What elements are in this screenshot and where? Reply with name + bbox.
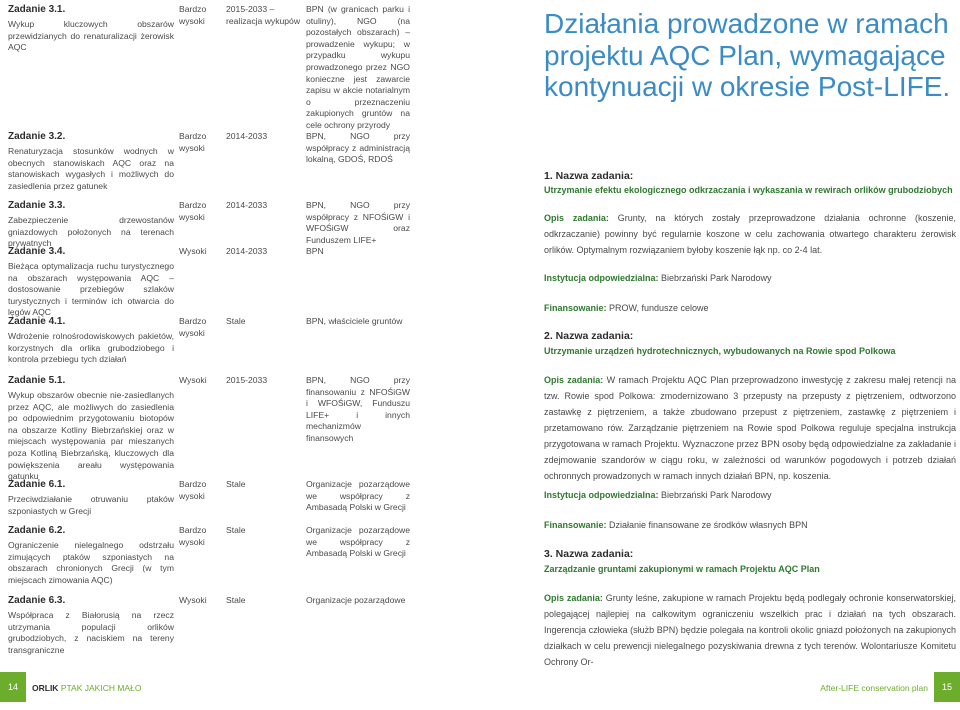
- footer-title: After-LIFE conservation plan: [820, 683, 928, 693]
- task-title: Zadanie 6.1.: [8, 479, 66, 490]
- period-cell: Stale: [226, 316, 246, 326]
- task-3-name: Zarządzanie gruntami zakupionymi w ramach Projektu AQC Plan: [544, 564, 820, 574]
- task-cell: [8, 375, 174, 483]
- task-title: Zadanie 6.3.: [8, 595, 66, 606]
- period-cell: 2015-2033 – realizacja wykupów: [226, 4, 301, 26]
- task-title: Zadanie 5.1.: [8, 375, 66, 386]
- priority-cell: Bardzo wysoki: [179, 131, 207, 153]
- task-1-institution: [544, 270, 956, 286]
- task-desc: Ograniczenie nielegalnego odstrzału zimujących ptaków szponiastych na obszarach chronionych Grecji (w tym miejscach zimowania AQC): [8, 540, 174, 585]
- task-cell: [8, 479, 174, 517]
- responsible-cell: BPN, NGO przy współpracy z administracją lokalną, GDOŚ, RDOŚ: [306, 131, 410, 165]
- task-desc: Wykup kluczowych obszarów przewidzianych do renaturalizacji żerowisk AQC: [8, 19, 174, 53]
- task-cell: [8, 525, 174, 586]
- responsible-cell: Organizacje pozarządowe: [306, 595, 406, 605]
- task-2-institution: [544, 487, 956, 503]
- task-3-number: 3. Nazwa zadania:: [544, 548, 634, 560]
- task-desc: Renaturyzacja stosunków wodnych w obecnych stanowiskach AQC oraz na stanowiskach wygasłych i możliwych do zasiedlenia przez gatunek: [8, 146, 174, 191]
- page-heading: Działania prowadzone w ramach projektu AQC Plan, wymagające kontynuacji w okresie Post-LIFE.: [544, 8, 951, 102]
- task-title: Zadanie 3.3.: [8, 200, 66, 211]
- task-1-financing: [544, 300, 956, 316]
- institution-label: Instytucja odpowiedzialna:: [544, 490, 659, 500]
- responsible-cell: BPN, właściciele gruntów: [306, 316, 403, 326]
- footer: [0, 672, 960, 710]
- task-desc: Współpraca z Białorusią na rzecz utrzymania populacji orlików grubodziobych, z naciskiem na tereny transgraniczne: [8, 610, 174, 655]
- task-cell: [8, 246, 174, 319]
- priority-cell: Bardzo wysoki: [179, 4, 207, 26]
- responsible-cell: BPN: [306, 246, 324, 256]
- description-text: Grunty, na których zostały przeprowadzone działania ochronne (koszenie, odkrzaczanie) powinny być regularnie koszone w celu zachowania otwartego charakteru żerowisk orlików. Optymalnym rozwiązaniem byłoby koszenie łąk np. co 2-4 lat.: [544, 213, 957, 255]
- task-3-description: [544, 590, 956, 670]
- period-cell: 2015-2033: [226, 375, 268, 385]
- period-cell: Stale: [226, 595, 246, 605]
- left-page-number: 14: [0, 672, 26, 702]
- description-text: Grunty leśne, zakupione w ramach Projektu będą podlegały ochronie konserwatorskiej, polegającej najlepiej na całkowitym ograniczeniu wszelkich prac i działań na tych obszarach. Ingerencja człowieka (służb BPN) będzie polegała na kontroli okolic gniazd położonych na zakupionych działkach w celu prewencji nielegalnego pozyskiwania drewna z tych terenów. Wolontariusze Komitetu Ochrony Or-: [544, 593, 956, 667]
- task-title: Zadanie 3.2.: [8, 131, 66, 142]
- responsible-cell: BPN (w granicach parku i otuliny), NGO (na pozostałych obszarach) – prowadzenie wykupu; w przypadku wykupu prowadzonego przez NGO konieczne jest zawarcie zapisu w akcie notarialnym o przeznaczeniu zakupionych gruntów na cele ochrony przyrody: [306, 4, 410, 130]
- responsible-cell: Organizacje pozarządowe we współpracy z Ambasadą Polski w Grecji: [306, 525, 410, 559]
- task-title: Zadanie 3.1.: [8, 4, 66, 15]
- priority-cell: Bardzo wysoki: [179, 525, 207, 547]
- description-label: Opis zadania:: [544, 213, 609, 223]
- financing-label: Finansowanie:: [544, 303, 607, 313]
- task-desc: Zabezpieczenie drzewostanów gniazdowych położonych na terenach prywatnych: [8, 215, 174, 249]
- task-2-description: [544, 372, 956, 484]
- task-title: Zadanie 3.4.: [8, 246, 66, 257]
- task-desc: Bieżąca optymalizacja ruchu turystycznego na obszarach występowania AQC – dostosowanie przebiegów szlaków turystycznych i terminów ich otwarcia do lęgów AQC: [8, 261, 174, 318]
- task-cell: [8, 200, 174, 250]
- task-title: Zadanie 6.2.: [8, 525, 66, 536]
- task-title: Zadanie 4.1.: [8, 316, 66, 327]
- period-cell: 2014-2033: [226, 200, 268, 210]
- task-1-name: Utrzymanie efektu ekologicznego odkrzaczania i wykaszania w rewirach orlików grubodziobych: [544, 185, 953, 195]
- brand: [32, 683, 141, 693]
- task-cell: [8, 595, 174, 656]
- task-cell: [8, 4, 174, 54]
- priority-cell: Bardzo wysoki: [179, 316, 207, 338]
- task-cell: [8, 131, 174, 192]
- description-label: Opis zadania:: [544, 593, 603, 603]
- responsible-cell: Organizacje pozarządowe we współpracy z Ambasadą Polski w Grecji: [306, 479, 410, 513]
- period-cell: Stale: [226, 479, 246, 489]
- description-text: W ramach Projektu AQC Plan przeprowadzono inwestycję z zakresu małej retencji na tzw. Rowie spod Polkowa: zmodernizowano 3 przepusty na przepusty z piętrzeniem, odtworzono zastawkę z piętrzeniem, a także zbudowano przepust z piętrzeniem, zastawkę z piętrzeniem i przetamowano rów. Zarządzanie piętrzeniem na Rowie spod Polkowa reguluje specjalna instrukcja przygotowana w ramach Projektu. Wyznaczone przez BPN osoby będą odpowiedzialne za zakładanie i zdejmowanie szandorów w ciągu roku, w zależności od warunków pogodowych i potrzeb działań ochronnych prowadzonych w ramach innych działań BPN, np. koszenia.: [544, 375, 956, 481]
- priority-cell: Bardzo wysoki: [179, 200, 207, 222]
- priority-cell: Wysoki: [179, 246, 207, 256]
- task-2-number: 2. Nazwa zadania:: [544, 330, 634, 342]
- responsible-cell: BPN, NGO przy finansowaniu z NFOŚiGW i WFOŚiGW, Funduszu LIFE+ i innych mechanizmów finansowych: [306, 375, 410, 443]
- institution-text: Biebrzański Park Narodowy: [658, 273, 772, 283]
- task-desc: Wykup obszarów obecnie nie-zasiedlanych przez AQC, ale możliwych do zasiedlenia po odpowiednim przygotowaniu biotopów na obszarze Kotliny Biebrzańskiej oraz w miejscach występowania par mieszanych poza Kotliną Biebrzańską, kluczowych dla powiększenia areału występowania gatunku: [8, 390, 174, 482]
- task-1-number: 1. Nazwa zadania:: [544, 170, 634, 182]
- task-1-description: [544, 210, 956, 258]
- financing-label: Finansowanie:: [544, 520, 607, 530]
- institution-label: Instytucja odpowiedzialna:: [544, 273, 659, 283]
- task-2-financing: [544, 517, 956, 533]
- task-2-name: Utrzymanie urządzeń hydrotechnicznych, wybudowanych na Rowie spod Polkowa: [544, 346, 896, 356]
- description-label: Opis zadania:: [544, 375, 604, 385]
- responsible-cell: BPN, NGO przy współpracy z NFOŚiGW i WFOŚiGW oraz Funduszem LIFE+: [306, 200, 410, 245]
- financing-text: Działanie finansowane ze środków własnych BPN: [606, 520, 808, 530]
- brand-tagline: PTAK JAKICH MAŁO: [60, 683, 142, 693]
- institution-text: Biebrzański Park Narodowy: [658, 490, 772, 500]
- right-page-number: 15: [934, 672, 960, 702]
- task-desc: Przeciwdziałanie otruwaniu ptaków szponiastych w Grecji: [8, 494, 174, 516]
- period-cell: 2014-2033: [226, 131, 268, 141]
- priority-cell: Wysoki: [179, 375, 207, 385]
- task-cell: [8, 316, 174, 366]
- brand-bold: ORLIK: [32, 683, 59, 693]
- task-desc: Wdrożenie rolnośrodowiskowych pakietów, korzystnych dla orlika grubodziobego i kontrola przebiegu tych działań: [8, 331, 174, 365]
- period-cell: 2014-2033: [226, 246, 268, 256]
- priority-cell: Wysoki: [179, 595, 207, 605]
- period-cell: Stale: [226, 525, 246, 535]
- financing-text: PROW, fundusze celowe: [606, 303, 709, 313]
- priority-cell: Bardzo wysoki: [179, 479, 207, 501]
